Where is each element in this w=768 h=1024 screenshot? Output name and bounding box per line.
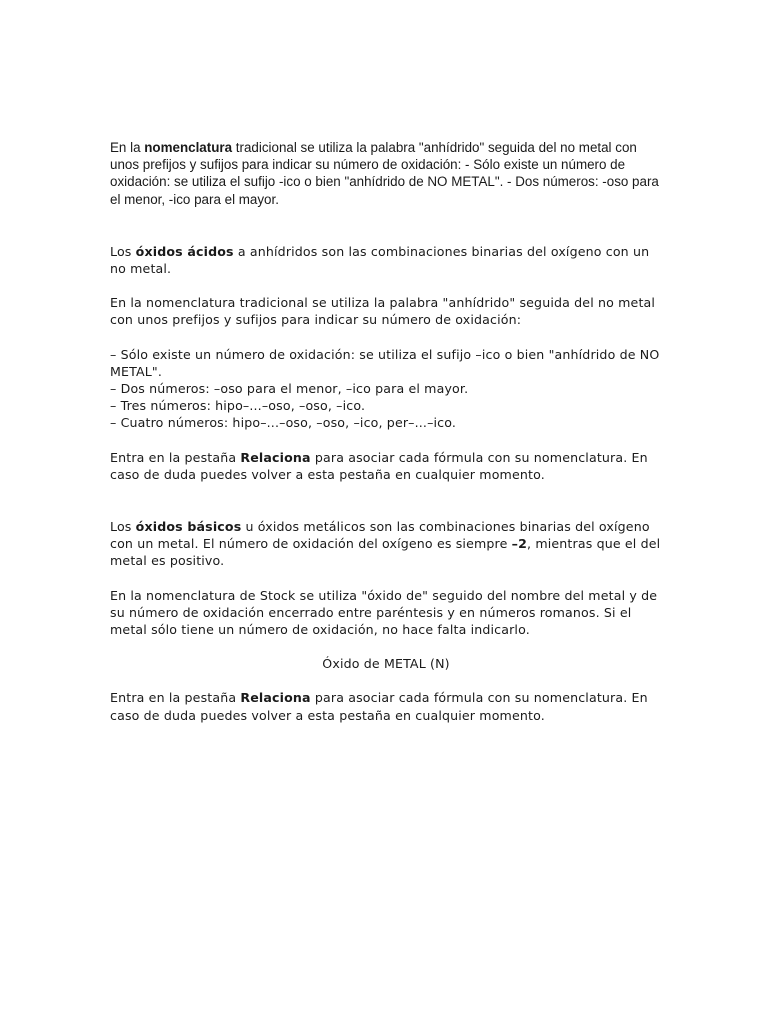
acid-relaciona-start: Entra en la pestaña: [110, 449, 241, 465]
basic-relaciona-rest: para asociar cada fórmula con su nomenclatura. En caso de duda puedes volver a esta pestaña en cualquier momento.: [110, 690, 648, 723]
stock-formula: Óxido de METAL (N): [322, 656, 450, 672]
basic-def-middle: u óxidos metálicos son las combinaciones binarias del oxígeno con un metal. El número de oxidación del oxígeno es siempre: [110, 519, 650, 552]
basic-def-rest: , mientras que el del metal es positivo.: [110, 536, 661, 569]
list-item: – Cuatro números: hipo–...–oso, –oso, –ico, per–...–ico.: [110, 415, 457, 431]
basic-oxides-definition: [110, 518, 662, 570]
list-item: – Tres números: hipo–...–oso, –oso, –ico.: [110, 398, 366, 414]
basic-relaciona-paragraph: [110, 689, 662, 723]
oxygen-oxidation-number: –2: [511, 536, 528, 552]
intro-text-rest: tradicional se utiliza la palabra "anhídrido" seguida del no metal con unos prefijos y sufijos para indicar su número de oxidación: - Sólo existe un número de oxidación: se utiliza el sufijo -ico o bien "anhídrido de NO METAL". - Dos números: -oso para el menor, -ico para el mayor.: [110, 140, 659, 207]
acid-def-rest: a anhídridos son las combinaciones binarias del oxígeno con un no metal.: [110, 243, 650, 277]
basic-def-start: Los: [110, 519, 136, 535]
basic-relaciona-start: Entra en la pestaña: [110, 690, 241, 706]
list-item: – Dos números: –oso para el menor, –ico para el mayor.: [110, 381, 469, 397]
acid-relaciona-rest: para asociar cada fórmula con su nomenclatura. En caso de duda puedes volver a esta pestaña en cualquier momento.: [110, 449, 648, 482]
acid-def-start: Los: [110, 243, 136, 259]
intro-bold-term: nomenclatura: [144, 140, 233, 155]
acid-nomenclature-paragraph: En la nomenclatura tradicional se utiliza la palabra "anhídrido" seguida del no metal con unos prefijos y sufijos para indicar su número de oxidación:: [110, 295, 656, 328]
acid-suffix-list: [110, 346, 662, 432]
document-page: [110, 139, 662, 724]
intro-paragraph: [110, 139, 662, 208]
stock-nomenclature-paragraph: En la nomenclatura de Stock se utiliza "óxido de" seguido del nombre del metal y de su número de oxidación encerrado entre paréntesis y en números romanos. Si el metal sólo tiene un número de oxidación, no hace falta indicarlo.: [110, 587, 658, 638]
relaciona-tab-name: Relaciona: [240, 690, 311, 706]
acid-relaciona-paragraph: [110, 449, 662, 483]
list-item: – Sólo existe un número de oxidación: se utiliza el sufijo –ico o bien "anhídrido de NO METAL".: [110, 346, 660, 379]
basic-oxides-term: óxidos básicos: [135, 519, 242, 535]
acid-oxides-definition: [110, 243, 662, 277]
relaciona-tab-name: Relaciona: [240, 449, 311, 465]
acid-oxides-term: óxidos ácidos: [135, 243, 234, 259]
intro-text-start: En la: [110, 140, 145, 155]
